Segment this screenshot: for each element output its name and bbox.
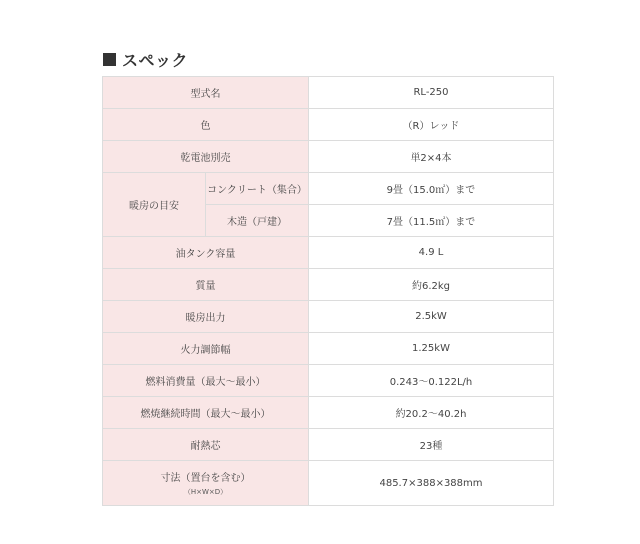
section-heading: [103, 48, 188, 70]
row-value: 4.9 L: [309, 237, 554, 269]
row-value: 23種: [309, 429, 554, 461]
row-label: 暖房出力: [103, 301, 309, 333]
row-label-note: （H×W×D）: [183, 488, 228, 496]
row-label: 質量: [103, 269, 309, 301]
row-value: 0.243～0.122L/h: [309, 365, 554, 397]
row-value: 7畳（11.5㎡）まで: [309, 205, 554, 237]
row-label: 火力調節幅: [103, 333, 309, 365]
table-row: [103, 237, 554, 269]
row-label: 寸法（置台を含む）: [160, 473, 251, 484]
row-label: 燃料消費量（最大～最小）: [103, 365, 309, 397]
table-row: [103, 301, 554, 333]
table-row: [103, 461, 554, 506]
row-label: 油タンク容量: [103, 237, 309, 269]
table-row: [103, 397, 554, 429]
table-row: [103, 173, 554, 205]
table-row: [103, 141, 554, 173]
table-row: [103, 333, 554, 365]
row-value: 約6.2kg: [309, 269, 554, 301]
row-value: 約20.2～40.2h: [309, 397, 554, 429]
row-value: （R）レッド: [309, 109, 554, 141]
row-sublabel: 木造（戸建）: [206, 205, 309, 237]
square-bullet-icon: [103, 53, 116, 66]
row-value: 単2×4本: [309, 141, 554, 173]
table-row: [103, 109, 554, 141]
row-label: 乾電池別売: [103, 141, 309, 173]
row-value: 2.5kW: [309, 301, 554, 333]
spec-table: [102, 76, 554, 506]
row-label: 色: [103, 109, 309, 141]
section-title: スペック: [122, 50, 189, 70]
row-label: 暖房の目安: [103, 173, 206, 237]
table-row: [103, 429, 554, 461]
row-value: 9畳（15.0㎡）まで: [309, 173, 554, 205]
row-value: 1.25kW: [309, 333, 554, 365]
table-row: [103, 77, 554, 109]
row-label-cell: [103, 461, 309, 506]
row-value: 485.7×388×388mm: [309, 461, 554, 506]
table-row: [103, 365, 554, 397]
row-value: RL-250: [309, 77, 554, 109]
row-label: 耐熱芯: [103, 429, 309, 461]
row-label: 燃焼継続時間（最大～最小）: [103, 397, 309, 429]
row-sublabel: コンクリート（集合）: [206, 173, 309, 205]
row-label: 型式名: [103, 77, 309, 109]
table-row: [103, 269, 554, 301]
